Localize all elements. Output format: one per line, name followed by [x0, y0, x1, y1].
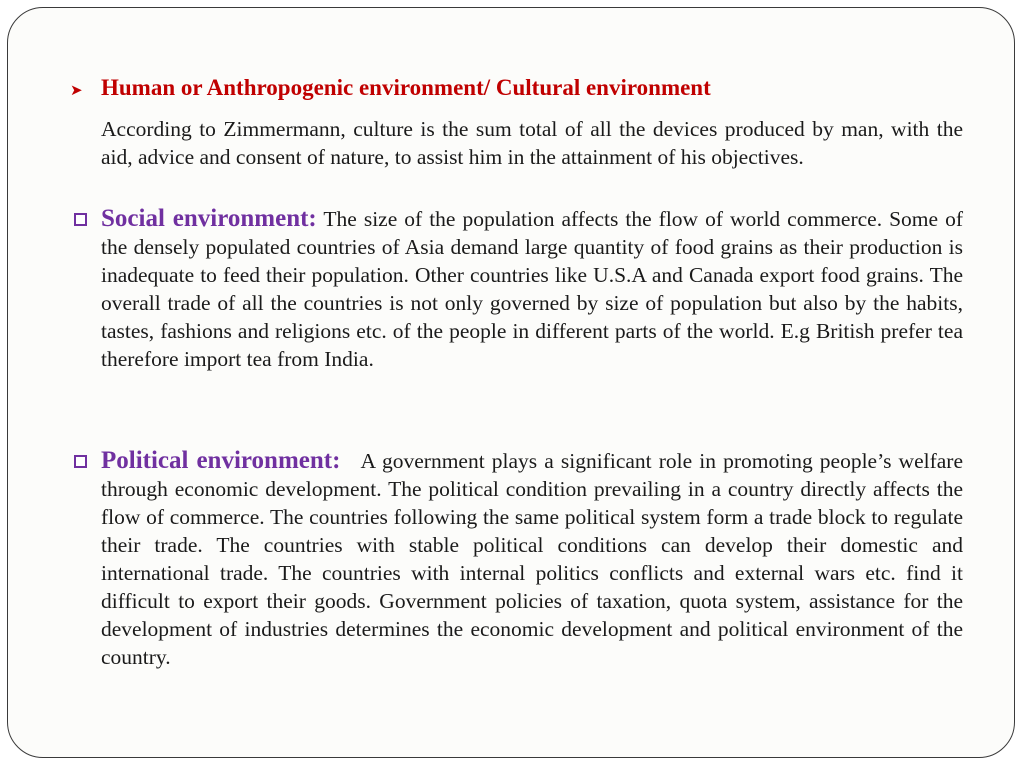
- social-heading: Social environment:: [101, 205, 317, 232]
- section-social: [101, 205, 963, 373]
- social-body: The size of the population affects the flow of world commerce. Some of the densely populated countries of Asia demand large quantity of food grains as their production is inadequate to feed their population. Other countries like U.S.A and Canada export food grains. The overall trade of all the countries is not only governed by size of population but also by the habits, tastes, fashions and religions etc. of the people in different parts of the world. E.g British prefer tea therefore import tea from India.: [101, 207, 964, 371]
- checkbox-bullet-icon: [74, 213, 87, 226]
- arrow-bullet-icon: ➤: [70, 81, 83, 99]
- checkbox-bullet-icon: [74, 455, 87, 468]
- section-cultural: [101, 74, 963, 171]
- section-political: [101, 447, 963, 671]
- political-heading: Political environment:: [101, 447, 341, 474]
- political-body: A government plays a significant role in promoting people’s welfare through economic development. The political condition prevailing in a country directly affects the flow of commerce. The countries following the same political system form a trade block to regulate their trade. The countries with stable political conditions can develop their domestic and international trade. The countries with internal politics conflicts and external wars etc. find it difficult to export their goods. Government policies of taxation, quota system, assistance for the development of industries determines the economic development and political environment of the country.: [101, 449, 963, 669]
- cultural-heading: Human or Anthropogenic environment/ Cultural environment: [101, 75, 711, 100]
- cultural-body: According to Zimmermann, culture is the sum total of all the devices produced by man, with the aid, advice and consent of nature, to assist him in the attainment of his objectives.: [101, 117, 963, 169]
